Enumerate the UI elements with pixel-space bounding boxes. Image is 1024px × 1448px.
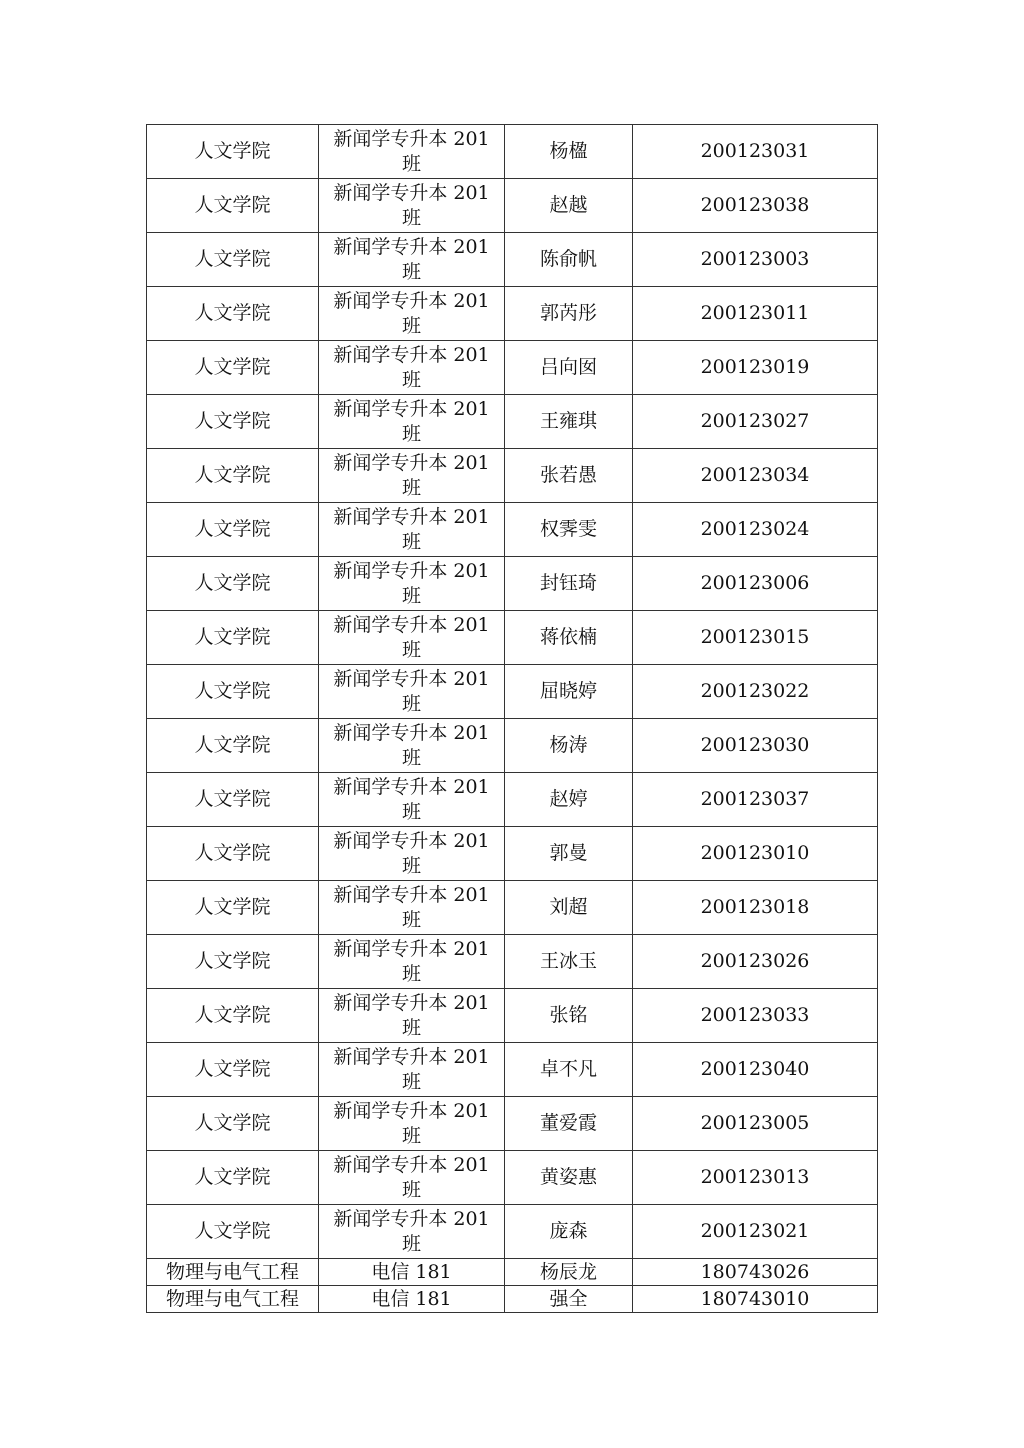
class-name-line: 新闻学专升本 201 bbox=[333, 397, 490, 420]
student-id-cell: 200123013 bbox=[633, 1151, 878, 1205]
table-row bbox=[147, 503, 878, 557]
student-id-cell: 200123031 bbox=[633, 125, 878, 179]
roster-body bbox=[147, 125, 878, 1313]
college-cell: 人文学院 bbox=[147, 233, 319, 287]
class-cell bbox=[319, 1043, 505, 1097]
college-cell: 人文学院 bbox=[147, 719, 319, 773]
college-cell: 人文学院 bbox=[147, 881, 319, 935]
class-name-line: 班 bbox=[401, 908, 421, 931]
student-name-cell: 吕向囡 bbox=[505, 341, 633, 395]
student-name-cell: 董爱霞 bbox=[505, 1097, 633, 1151]
college-cell: 人文学院 bbox=[147, 611, 319, 665]
table-row bbox=[147, 1205, 878, 1259]
student-name-cell: 卓不凡 bbox=[505, 1043, 633, 1097]
class-name-line: 新闻学专升本 201 bbox=[333, 343, 490, 366]
class-name-line: 班 bbox=[401, 1016, 421, 1039]
class-name-line: 新闻学专升本 201 bbox=[333, 289, 490, 312]
college-cell: 人文学院 bbox=[147, 827, 319, 881]
college-cell: 人文学院 bbox=[147, 1205, 319, 1259]
student-name-cell: 王雍琪 bbox=[505, 395, 633, 449]
class-name-line: 班 bbox=[401, 1070, 421, 1093]
class-cell bbox=[319, 989, 505, 1043]
college-cell: 人文学院 bbox=[147, 125, 319, 179]
class-name-line: 班 bbox=[401, 746, 421, 769]
class-cell bbox=[319, 827, 505, 881]
college-cell: 人文学院 bbox=[147, 1097, 319, 1151]
table-row bbox=[147, 287, 878, 341]
student-id-cell: 180743010 bbox=[633, 1286, 878, 1313]
student-id-cell: 200123027 bbox=[633, 395, 878, 449]
class-cell bbox=[319, 1259, 505, 1286]
class-cell bbox=[319, 233, 505, 287]
student-name-cell: 权霁雯 bbox=[505, 503, 633, 557]
student-id-cell: 200123019 bbox=[633, 341, 878, 395]
table-row bbox=[147, 1259, 878, 1286]
student-id-cell: 200123034 bbox=[633, 449, 878, 503]
student-name-cell: 郭芮彤 bbox=[505, 287, 633, 341]
class-name-line: 新闻学专升本 201 bbox=[333, 667, 490, 690]
class-name-line: 班 bbox=[401, 1178, 421, 1201]
student-id-cell: 200123010 bbox=[633, 827, 878, 881]
student-id-cell: 200123006 bbox=[633, 557, 878, 611]
table-row bbox=[147, 179, 878, 233]
table-row bbox=[147, 341, 878, 395]
college-cell: 物理与电气工程 bbox=[147, 1259, 319, 1286]
class-cell bbox=[319, 341, 505, 395]
student-roster-table bbox=[146, 124, 878, 1313]
student-name-cell: 陈俞帆 bbox=[505, 233, 633, 287]
student-id-cell: 200123011 bbox=[633, 287, 878, 341]
student-name-cell: 赵越 bbox=[505, 179, 633, 233]
student-id-cell: 180743026 bbox=[633, 1259, 878, 1286]
college-cell: 人文学院 bbox=[147, 449, 319, 503]
student-id-cell: 200123040 bbox=[633, 1043, 878, 1097]
table-row bbox=[147, 773, 878, 827]
class-cell bbox=[319, 935, 505, 989]
table-row bbox=[147, 1286, 878, 1313]
college-cell: 人文学院 bbox=[147, 341, 319, 395]
class-name-line: 班 bbox=[401, 962, 421, 985]
class-name-line: 新闻学专升本 201 bbox=[333, 721, 490, 744]
class-name-line: 班 bbox=[401, 476, 421, 499]
class-name-line: 新闻学专升本 201 bbox=[333, 991, 490, 1014]
class-name-line: 班 bbox=[401, 260, 421, 283]
class-name-line: 新闻学专升本 201 bbox=[333, 775, 490, 798]
student-name-cell: 张铭 bbox=[505, 989, 633, 1043]
college-cell: 人文学院 bbox=[147, 773, 319, 827]
student-name-cell: 郭曼 bbox=[505, 827, 633, 881]
college-cell: 人文学院 bbox=[147, 935, 319, 989]
student-id-cell: 200123021 bbox=[633, 1205, 878, 1259]
class-name-line: 班 bbox=[401, 1232, 421, 1255]
student-id-cell: 200123003 bbox=[633, 233, 878, 287]
student-name-cell: 杨楹 bbox=[505, 125, 633, 179]
student-id-cell: 200123024 bbox=[633, 503, 878, 557]
table-row bbox=[147, 719, 878, 773]
class-name-line: 电信 181 bbox=[371, 1261, 452, 1283]
student-name-cell: 杨涛 bbox=[505, 719, 633, 773]
table-row bbox=[147, 1151, 878, 1205]
class-cell bbox=[319, 611, 505, 665]
class-name-line: 新闻学专升本 201 bbox=[333, 1045, 490, 1068]
table-row bbox=[147, 125, 878, 179]
class-name-line: 新闻学专升本 201 bbox=[333, 235, 490, 258]
class-cell bbox=[319, 773, 505, 827]
table-row bbox=[147, 449, 878, 503]
college-cell: 人文学院 bbox=[147, 989, 319, 1043]
class-cell bbox=[319, 719, 505, 773]
class-cell bbox=[319, 503, 505, 557]
college-cell: 人文学院 bbox=[147, 503, 319, 557]
student-id-cell: 200123037 bbox=[633, 773, 878, 827]
student-id-cell: 200123033 bbox=[633, 989, 878, 1043]
class-name-line: 新闻学专升本 201 bbox=[333, 937, 490, 960]
table-row bbox=[147, 611, 878, 665]
class-name-line: 新闻学专升本 201 bbox=[333, 1099, 490, 1122]
class-name-line: 新闻学专升本 201 bbox=[333, 829, 490, 852]
class-cell bbox=[319, 179, 505, 233]
student-name-cell: 屈晓婷 bbox=[505, 665, 633, 719]
class-cell bbox=[319, 1286, 505, 1313]
student-id-cell: 200123018 bbox=[633, 881, 878, 935]
class-cell bbox=[319, 1097, 505, 1151]
student-name-cell: 王冰玉 bbox=[505, 935, 633, 989]
table-row bbox=[147, 1043, 878, 1097]
class-cell bbox=[319, 449, 505, 503]
class-name-line: 新闻学专升本 201 bbox=[333, 1207, 490, 1230]
class-cell bbox=[319, 665, 505, 719]
table-row bbox=[147, 557, 878, 611]
college-cell: 人文学院 bbox=[147, 1151, 319, 1205]
class-name-line: 新闻学专升本 201 bbox=[333, 127, 490, 150]
college-cell: 人文学院 bbox=[147, 665, 319, 719]
class-name-line: 班 bbox=[401, 314, 421, 337]
class-name-line: 新闻学专升本 201 bbox=[333, 505, 490, 528]
table-row bbox=[147, 233, 878, 287]
student-name-cell: 张若愚 bbox=[505, 449, 633, 503]
student-id-cell: 200123026 bbox=[633, 935, 878, 989]
college-cell: 人文学院 bbox=[147, 287, 319, 341]
student-name-cell: 刘超 bbox=[505, 881, 633, 935]
class-name-line: 班 bbox=[401, 422, 421, 445]
student-name-cell: 赵婷 bbox=[505, 773, 633, 827]
class-name-line: 班 bbox=[401, 584, 421, 607]
class-name-line: 班 bbox=[401, 1124, 421, 1147]
student-name-cell: 蒋依楠 bbox=[505, 611, 633, 665]
class-name-line: 新闻学专升本 201 bbox=[333, 1153, 490, 1176]
class-name-line: 电信 181 bbox=[371, 1288, 452, 1310]
student-name-cell: 强全 bbox=[505, 1286, 633, 1313]
student-id-cell: 200123038 bbox=[633, 179, 878, 233]
class-cell bbox=[319, 557, 505, 611]
student-name-cell: 黄姿惠 bbox=[505, 1151, 633, 1205]
class-name-line: 班 bbox=[401, 638, 421, 661]
student-name-cell: 封钰琦 bbox=[505, 557, 633, 611]
student-id-cell: 200123015 bbox=[633, 611, 878, 665]
college-cell: 人文学院 bbox=[147, 557, 319, 611]
class-cell bbox=[319, 1151, 505, 1205]
class-name-line: 班 bbox=[401, 530, 421, 553]
class-name-line: 班 bbox=[401, 692, 421, 715]
class-name-line: 班 bbox=[401, 152, 421, 175]
college-cell: 人文学院 bbox=[147, 395, 319, 449]
class-cell bbox=[319, 1205, 505, 1259]
class-name-line: 新闻学专升本 201 bbox=[333, 181, 490, 204]
table-row bbox=[147, 935, 878, 989]
table-row bbox=[147, 1097, 878, 1151]
student-id-cell: 200123022 bbox=[633, 665, 878, 719]
class-cell bbox=[319, 125, 505, 179]
table-row bbox=[147, 989, 878, 1043]
student-name-cell: 杨辰龙 bbox=[505, 1259, 633, 1286]
class-cell bbox=[319, 881, 505, 935]
student-id-cell: 200123005 bbox=[633, 1097, 878, 1151]
class-name-line: 新闻学专升本 201 bbox=[333, 883, 490, 906]
class-name-line: 新闻学专升本 201 bbox=[333, 559, 490, 582]
college-cell: 物理与电气工程 bbox=[147, 1286, 319, 1313]
college-cell: 人文学院 bbox=[147, 1043, 319, 1097]
class-name-line: 班 bbox=[401, 800, 421, 823]
class-cell bbox=[319, 287, 505, 341]
class-cell bbox=[319, 395, 505, 449]
class-name-line: 班 bbox=[401, 206, 421, 229]
college-cell: 人文学院 bbox=[147, 179, 319, 233]
class-name-line: 班 bbox=[401, 854, 421, 877]
class-name-line: 新闻学专升本 201 bbox=[333, 613, 490, 636]
student-id-cell: 200123030 bbox=[633, 719, 878, 773]
table-row bbox=[147, 827, 878, 881]
class-name-line: 班 bbox=[401, 368, 421, 391]
table-row bbox=[147, 395, 878, 449]
student-name-cell: 庞森 bbox=[505, 1205, 633, 1259]
class-name-line: 新闻学专升本 201 bbox=[333, 451, 490, 474]
table-row bbox=[147, 665, 878, 719]
table-row bbox=[147, 881, 878, 935]
